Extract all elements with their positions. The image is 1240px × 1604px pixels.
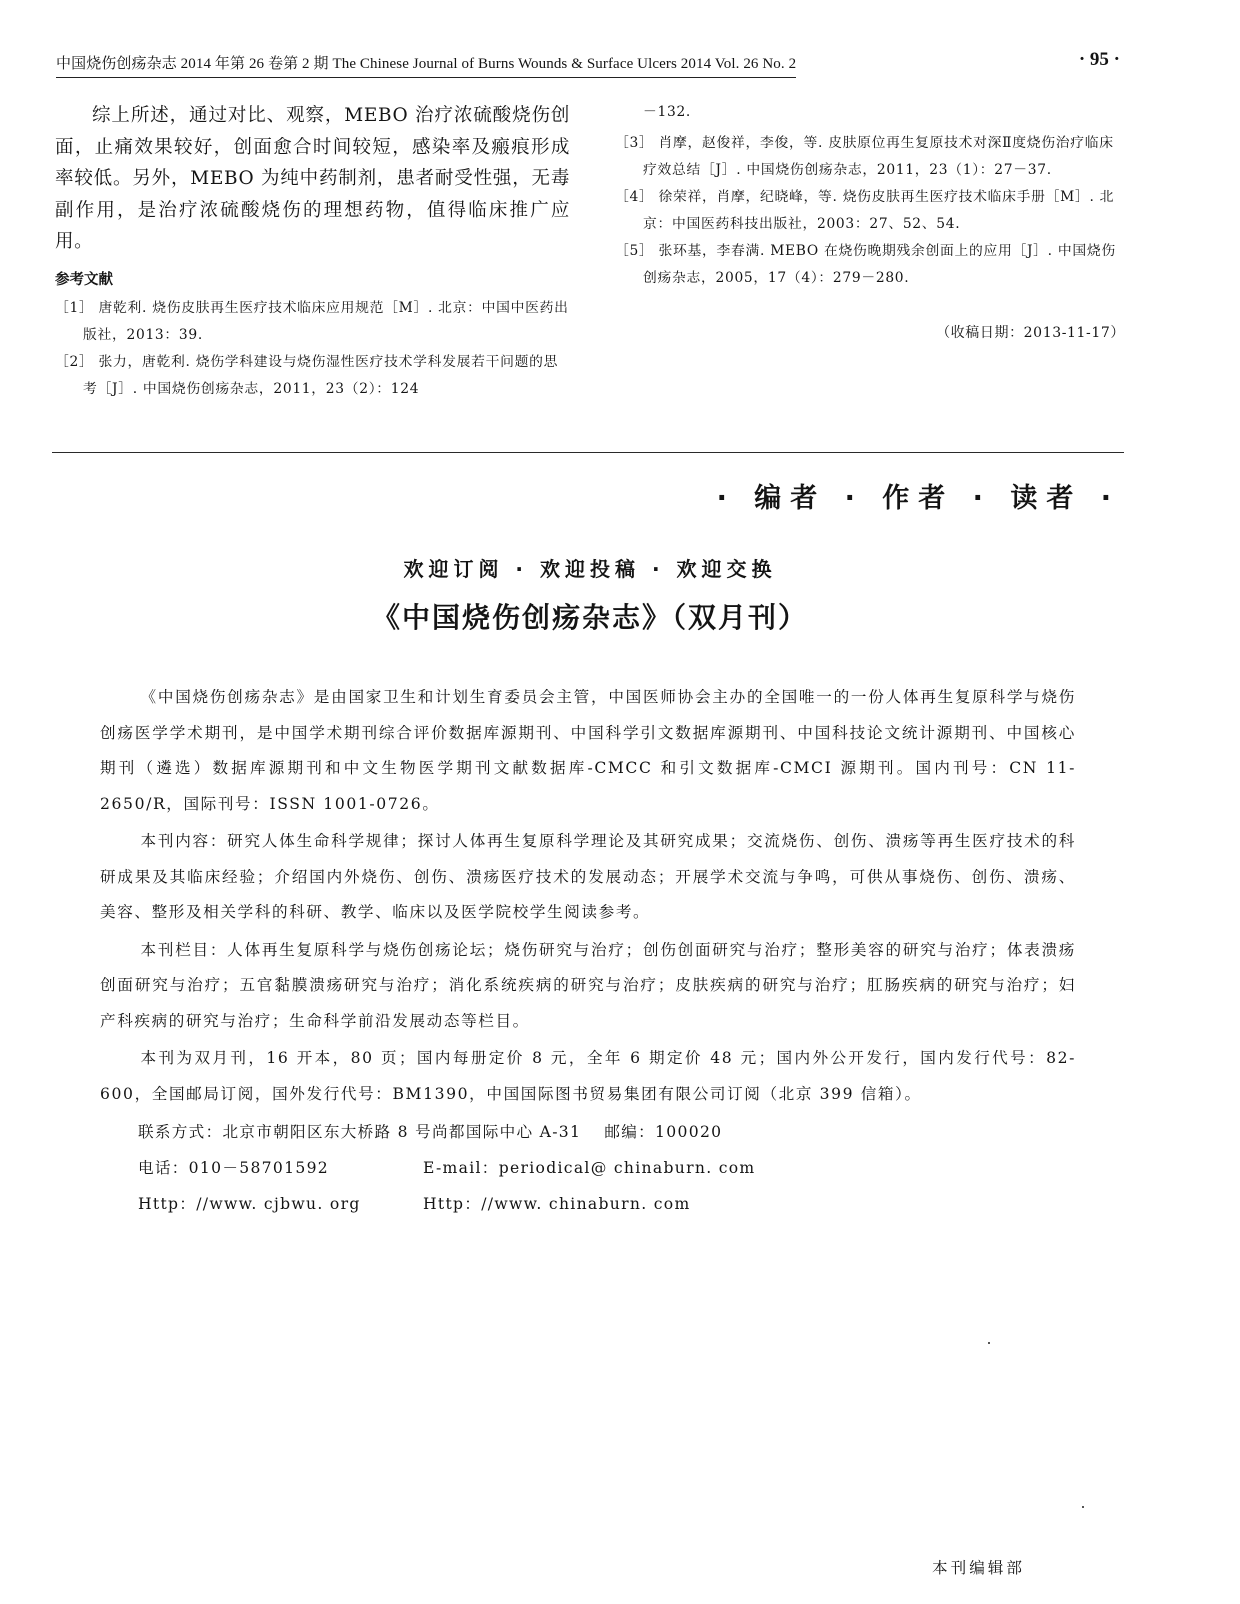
page-number: · 95 · (1078, 49, 1120, 70)
journal-notice (100, 680, 1076, 1222)
references-heading: 参考文献 (55, 271, 113, 288)
email-address[interactable]: E-mail：periodical@ chinaburn. com (423, 1159, 756, 1177)
section-divider (52, 452, 1124, 453)
notice-paragraph: 本刊内容：研究人体生命科学规律；探讨人体再生复原科学理论及其研究成果；交流烧伤、创伤、溃疡等再生医疗技术的科研成果及其临床经验；介绍国内外烧伤、创伤、溃疡医疗技术的发展动态；开展学术交流与争鸣，可供从事烧伤、创伤、溃疡、美容、整形及相关学科的科研、教学、临床以及医学院校学生阅读参考。 (100, 832, 1076, 921)
website-link[interactable]: Http：//www. chinaburn. com (423, 1195, 691, 1213)
contact-row (100, 1186, 1076, 1222)
reference-item: ［4］ 徐荣祥，肖摩，纪晓峰，等. 烧伤皮肤再生医疗技术临床手册［M］. 北京：中国医药科技出版社，2003：27、52、54. (615, 189, 1115, 232)
editorial-signature: 本刊编辑部 (932, 1559, 1025, 1577)
left-column (55, 100, 570, 403)
reference-item: ［2］ 张力，唐乾利. 烧伤学科建设与烧伤湿性医疗技术学科发展若干问题的思考［J］. 中国烧伤创疡杂志，2011，23（2）：124 (55, 353, 559, 397)
section-label: · 编者 · 作者 · 读者 · (716, 483, 1120, 514)
running-title: 中国烧伤创疡杂志 2014 年第 26 卷第 2 期 The Chinese Journal of Burns Wounds & Surface Ulcers 2014 Vol. 26 No. 2 (56, 52, 796, 78)
reference-item: ［1］ 唐乾利. 烧伤皮肤再生医疗技术临床应用规范［M］. 北京：中国中医药出版社，2013：39. (55, 299, 569, 343)
notice-paragraph: 本刊栏目：人体再生复原科学与烧伤创疡论坛；烧伤研究与治疗；创伤创面研究与治疗；整形美容的研究与治疗；体表溃疡创面研究与治疗；五官黏膜溃疡研究与治疗；消化系统疾病的研究与治疗；皮肤疾病的研究与治疗；肛肠疾病的研究与治疗；妇产科疾病的研究与治疗；生命科学前沿发展动态等栏目。 (100, 940, 1076, 1030)
scan-speck (1082, 1506, 1084, 1508)
right-column (615, 100, 1125, 342)
reference-item: ［5］ 张环基，李春满. MEBO 在烧伤晚期残余创面上的应用［J］. 中国烧伤创疡杂志，2005，17（4）：279－280. (615, 243, 1116, 286)
scan-speck (988, 1342, 990, 1344)
notice-paragraph: 《中国烧伤创疡杂志》是由国家卫生和计划生育委员会主管，中国医师协会主办的全国唯一的一份人体再生复原科学与烧伤创疡医学学术期刊，是中国学术期刊综合评价数据库源期刊、中国科学引文数据库源期刊、中国科技论文统计源期刊、中国核心期刊（遴选）数据库源期刊和中文生物医学期刊文献数据库-CMCC 和引文数据库-CMCI 源期刊。国内刊号：CN 11-2650/R，国际刊号：ISSN 1001-0726。 (100, 688, 1076, 813)
reference-continuation: －132. (643, 104, 692, 120)
phone-number: 电话：010－58701592 (138, 1159, 330, 1177)
welcome-line: 欢迎订阅 · 欢迎投稿 · 欢迎交换 (403, 557, 777, 581)
running-header (56, 49, 1120, 78)
received-date: （收稿日期：2013-11-17） (936, 325, 1125, 341)
reference-item: ［3］ 肖摩，赵俊祥，李俊，等. 皮肤原位再生复原技术对深Ⅱ度烧伤治疗临床疗效总结［J］. 中国烧伤创疡杂志，2011，23（1）：27－37. (615, 135, 1114, 178)
journal-title: 《中国烧伤创疡杂志》（双月刊） (371, 601, 808, 634)
contact-row (100, 1150, 1076, 1186)
contact-address: 联系方式：北京市朝阳区东大桥路 8 号尚都国际中心 A-31 邮编：100020 (138, 1123, 723, 1141)
conclusion-paragraph: 综上所述，通过对比、观察，MEBO 治疗浓硫酸烧伤创面，止痛效果较好，创面愈合时间较短，感染率及瘢痕形成率较低。另外，MEBO 为纯中药制剂，患者耐受性强，无毒副作用，是治疗浓硫酸烧伤的理想药物，值得临床推广应用。 (55, 105, 570, 252)
website-link[interactable]: Http：//www. cjbwu. org (138, 1195, 361, 1213)
notice-paragraph: 本刊为双月刊，16 开本，80 页；国内每册定价 8 元，全年 6 期定价 48 元；国内外公开发行，国内发行代号：82-600，全国邮局订阅，国外发行代号：BM1390，中国国际图书贸易集团有限公司订阅（北京 399 信箱）。 (100, 1049, 1076, 1103)
